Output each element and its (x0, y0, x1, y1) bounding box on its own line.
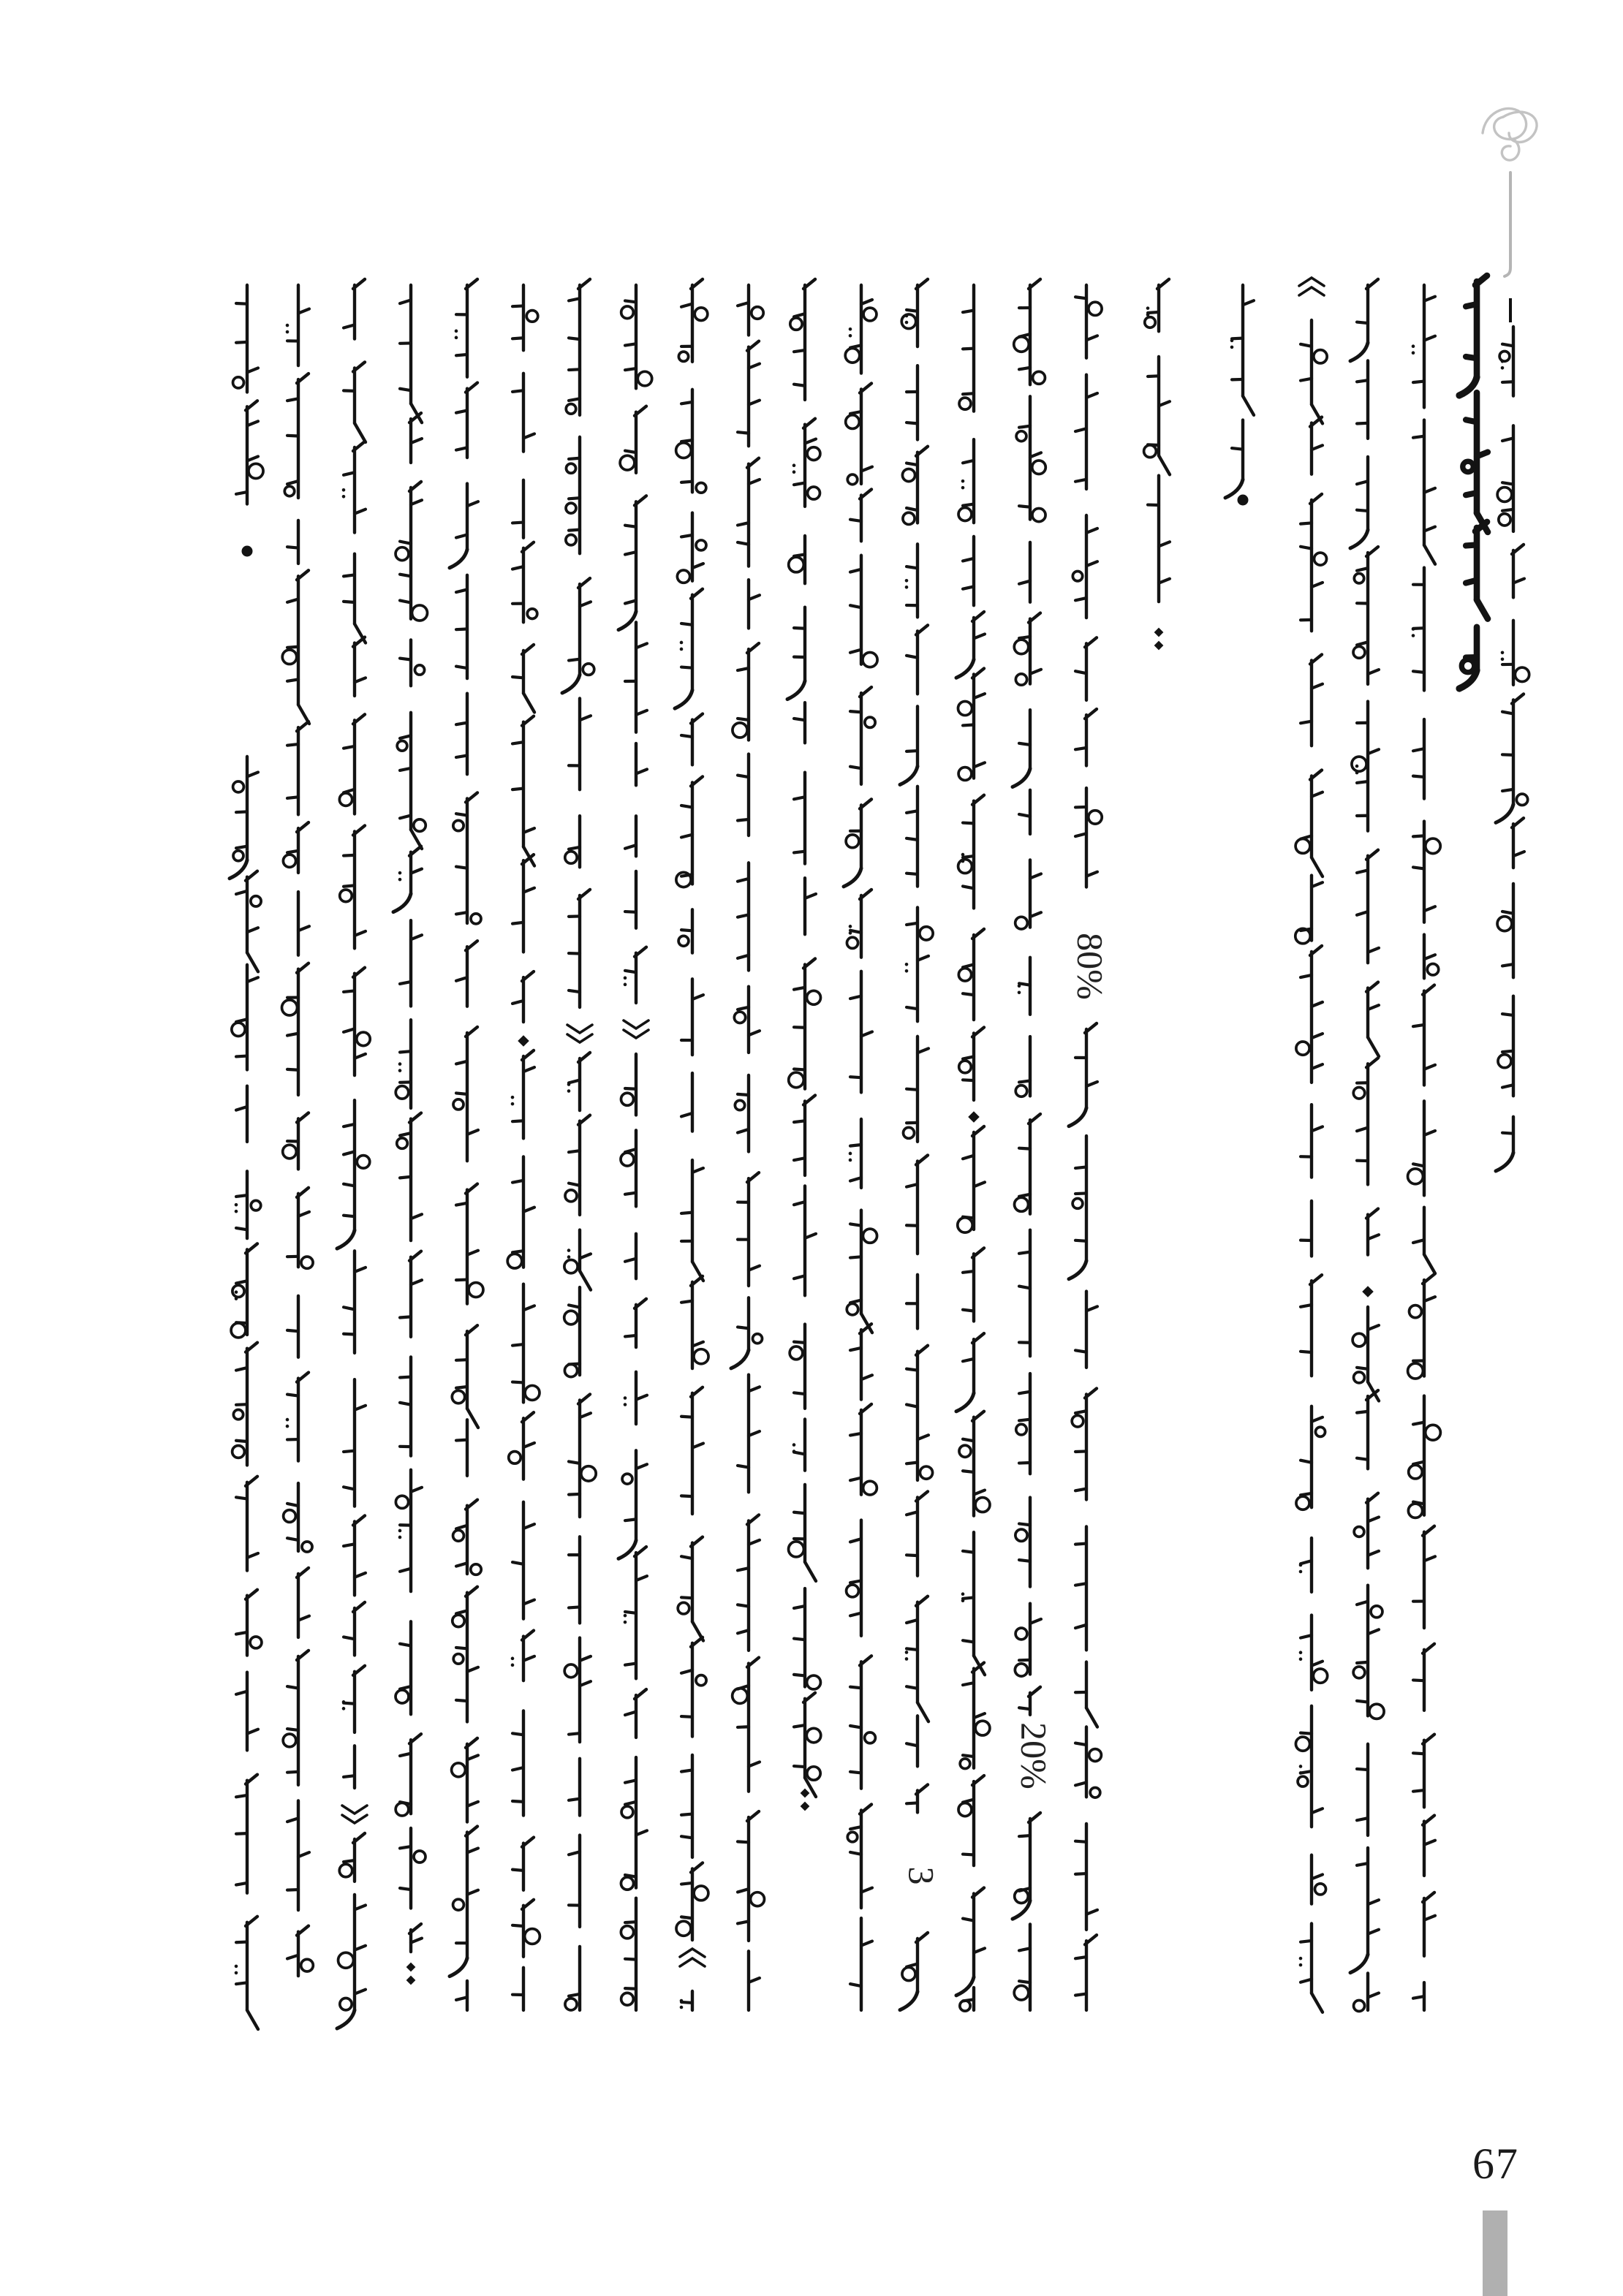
title-bracket-mark (567, 1034, 592, 1042)
comma-mark (1362, 1286, 1374, 1297)
full-stop-mark (406, 1963, 416, 1972)
chapter-ornament-icon (1483, 108, 1537, 322)
text-column (787, 279, 821, 1811)
text-column (675, 279, 708, 2010)
comma-mark (968, 1111, 980, 1123)
comma-mark (518, 1035, 529, 1047)
text-column (1459, 276, 1488, 689)
text-column (1350, 279, 1384, 2011)
full-stop-mark (801, 1802, 810, 1811)
text-column (731, 285, 764, 2010)
text-column (844, 285, 877, 2010)
text-column (1225, 285, 1254, 506)
text-column (1295, 278, 1328, 2012)
title-bracket-mark (1299, 287, 1324, 295)
title-bracket-mark (624, 1020, 648, 1028)
text-column (393, 285, 427, 1985)
text-column (282, 285, 314, 1976)
full-stop-mark (406, 1976, 416, 1985)
embedded-number: 20% (1013, 1722, 1055, 1789)
page-number: 67 (1472, 2140, 1519, 2188)
title-bracket-mark (567, 1025, 592, 1033)
title-bracket-mark (1299, 278, 1324, 286)
title-bracket-mark (342, 1815, 367, 1823)
text-column (618, 285, 652, 2010)
embedded-number: 3 (901, 1866, 942, 1885)
text-column (1496, 327, 1529, 1171)
embedded-number: 80% (1070, 933, 1111, 1000)
full-stop-mark (1154, 628, 1164, 637)
text-column (230, 285, 263, 2029)
text-column (450, 279, 483, 2010)
full-stop-mark (801, 1789, 810, 1798)
title-bracket-mark (680, 1958, 705, 1966)
text-column (507, 285, 540, 2010)
text-column (1144, 279, 1170, 650)
text-column (562, 279, 596, 2010)
full-stop-mark (1154, 641, 1164, 651)
title-bracket-mark (342, 1806, 367, 1814)
text-column (900, 279, 942, 2010)
text-column (1013, 279, 1055, 2010)
title-bracket-mark (680, 1949, 705, 1957)
title-bracket-mark (624, 1030, 648, 1038)
text-column (956, 285, 990, 2011)
section-bullet (242, 546, 253, 557)
text-columns (230, 276, 1529, 2029)
text-column (337, 279, 370, 2028)
section-bullet (1238, 495, 1249, 506)
text-column (1069, 285, 1111, 2010)
page-edge-bar (1483, 2210, 1507, 2296)
text-column (1408, 285, 1441, 2010)
